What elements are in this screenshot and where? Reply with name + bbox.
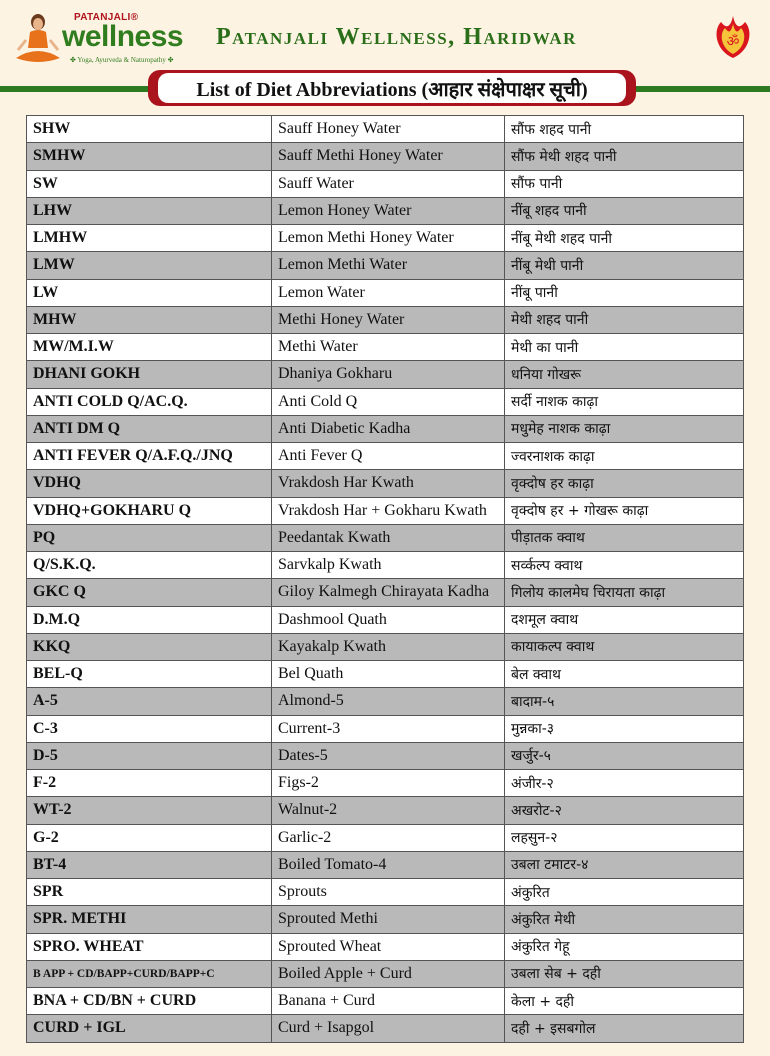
table-row bbox=[27, 688, 744, 715]
table-row bbox=[27, 470, 744, 497]
hindi-name-cell: उबला टमाटर-४ bbox=[505, 851, 744, 878]
table-row bbox=[27, 279, 744, 306]
table-row bbox=[27, 361, 744, 388]
table-row bbox=[27, 388, 744, 415]
table-row bbox=[27, 960, 744, 987]
hindi-name-cell: अंकुरित मेथी bbox=[505, 906, 744, 933]
english-name-cell: Anti Diabetic Kadha bbox=[272, 415, 505, 442]
hindi-name-cell: नींबू शहद पानी bbox=[505, 197, 744, 224]
banner-title: List of Diet Abbreviations (आहार संक्षेपाक्षर सूची) bbox=[196, 78, 588, 101]
table-row bbox=[27, 742, 744, 769]
hindi-name-cell: बादाम-५ bbox=[505, 688, 744, 715]
table-row bbox=[27, 306, 744, 333]
table-row bbox=[27, 1015, 744, 1042]
english-name-cell: Lemon Honey Water bbox=[272, 197, 505, 224]
hindi-name-cell: अंकुरित गेहू bbox=[505, 933, 744, 960]
english-name-cell: Current-3 bbox=[272, 715, 505, 742]
english-name-cell: Vrakdosh Har + Gokharu Kwath bbox=[272, 497, 505, 524]
abbreviation-cell: G-2 bbox=[27, 824, 272, 851]
hindi-name-cell: सर्व्कल्प क्वाथ bbox=[505, 552, 744, 579]
english-name-cell: Sarvkalp Kwath bbox=[272, 552, 505, 579]
english-name-cell: Walnut-2 bbox=[272, 797, 505, 824]
table-row bbox=[27, 906, 744, 933]
abbreviation-cell: LMHW bbox=[27, 225, 272, 252]
diet-abbreviation-table bbox=[26, 115, 744, 1043]
table-row bbox=[27, 170, 744, 197]
hindi-name-cell: गिलोय कालमेघ चिरायता काढ़ा bbox=[505, 579, 744, 606]
english-name-cell: Sauff Water bbox=[272, 170, 505, 197]
abbreviation-cell: GKC Q bbox=[27, 579, 272, 606]
table-row bbox=[27, 715, 744, 742]
abbreviation-cell: PQ bbox=[27, 524, 272, 551]
page-header bbox=[0, 0, 770, 70]
abbreviation-cell: BT-4 bbox=[27, 851, 272, 878]
table-row bbox=[27, 225, 744, 252]
english-name-cell: Dhaniya Gokharu bbox=[272, 361, 505, 388]
english-name-cell: Bel Quath bbox=[272, 661, 505, 688]
table-row bbox=[27, 252, 744, 279]
table-row bbox=[27, 824, 744, 851]
english-name-cell: Methi Water bbox=[272, 334, 505, 361]
english-name-cell: Banana + Curd bbox=[272, 988, 505, 1015]
table-row bbox=[27, 988, 744, 1015]
english-name-cell: Almond-5 bbox=[272, 688, 505, 715]
hindi-name-cell: नींबू मेथी शहद पानी bbox=[505, 225, 744, 252]
table-row bbox=[27, 851, 744, 878]
abbreviation-cell: D-5 bbox=[27, 742, 272, 769]
hindi-name-cell: सौंफ मेथी शहद पानी bbox=[505, 143, 744, 170]
hindi-name-cell: मेथी शहद पानी bbox=[505, 306, 744, 333]
english-name-cell: Anti Cold Q bbox=[272, 388, 505, 415]
table-row bbox=[27, 933, 744, 960]
english-name-cell: Anti Fever Q bbox=[272, 443, 505, 470]
abbreviation-cell: D.M.Q bbox=[27, 606, 272, 633]
hindi-name-cell: मधुमेह नाशक काढ़ा bbox=[505, 415, 744, 442]
english-name-cell: Boiled Apple + Curd bbox=[272, 960, 505, 987]
yogi-meditation-icon bbox=[12, 10, 64, 66]
abbreviation-cell: VDHQ+GOKHARU Q bbox=[27, 497, 272, 524]
english-name-cell: Sprouted Methi bbox=[272, 906, 505, 933]
abbreviation-cell: A-5 bbox=[27, 688, 272, 715]
english-name-cell: Sprouts bbox=[272, 879, 505, 906]
abbreviation-cell: SMHW bbox=[27, 143, 272, 170]
table-row bbox=[27, 524, 744, 551]
hindi-name-cell: मेथी का पानी bbox=[505, 334, 744, 361]
english-name-cell: Garlic-2 bbox=[272, 824, 505, 851]
om-leaf-emblem-icon bbox=[707, 10, 759, 62]
abbreviation-cell: C-3 bbox=[27, 715, 272, 742]
english-name-cell: Lemon Methi Honey Water bbox=[272, 225, 505, 252]
english-name-cell: Kayakalp Kwath bbox=[272, 633, 505, 660]
abbreviation-cell: CURD + IGL bbox=[27, 1015, 272, 1042]
english-name-cell: Methi Honey Water bbox=[272, 306, 505, 333]
table-row bbox=[27, 606, 744, 633]
table-row bbox=[27, 143, 744, 170]
table-row bbox=[27, 879, 744, 906]
english-name-cell: Sauff Methi Honey Water bbox=[272, 143, 505, 170]
table-row bbox=[27, 552, 744, 579]
hindi-name-cell: ज्वरनाशक काढ़ा bbox=[505, 443, 744, 470]
hindi-name-cell: दशमूल क्वाथ bbox=[505, 606, 744, 633]
abbreviation-cell: BNA + CD/BN + CURD bbox=[27, 988, 272, 1015]
hindi-name-cell: अखरोट-२ bbox=[505, 797, 744, 824]
hindi-name-cell: अंजीर-२ bbox=[505, 770, 744, 797]
hindi-name-cell: वृक्दोष हर काढ़ा bbox=[505, 470, 744, 497]
abbreviation-cell: SW bbox=[27, 170, 272, 197]
abbreviation-cell: Q/S.K.Q. bbox=[27, 552, 272, 579]
svg-text:ॐ: ॐ bbox=[726, 34, 740, 50]
abbreviation-cell: ANTI COLD Q/AC.Q. bbox=[27, 388, 272, 415]
hindi-name-cell: धनिया गोखरू bbox=[505, 361, 744, 388]
abbreviation-cell: SPRO. WHEAT bbox=[27, 933, 272, 960]
table-row bbox=[27, 415, 744, 442]
hindi-name-cell: नींबू मेथी पानी bbox=[505, 252, 744, 279]
abbreviation-cell: F-2 bbox=[27, 770, 272, 797]
brand-registered-name: PATANJALI® bbox=[74, 12, 139, 23]
abbreviation-cell: BEL-Q bbox=[27, 661, 272, 688]
abbreviation-cell: KKQ bbox=[27, 633, 272, 660]
english-name-cell: Lemon Water bbox=[272, 279, 505, 306]
english-name-cell: Giloy Kalmegh Chirayata Kadha bbox=[272, 579, 505, 606]
english-name-cell: Peedantak Kwath bbox=[272, 524, 505, 551]
table-row bbox=[27, 633, 744, 660]
page-title: Patanjali Wellness, Haridwar bbox=[216, 24, 577, 50]
table-row bbox=[27, 116, 744, 143]
table-row bbox=[27, 443, 744, 470]
english-name-cell: Sauff Honey Water bbox=[272, 116, 505, 143]
abbreviation-cell: B APP + CD/BAPP+CURD/BAPP+C bbox=[27, 960, 272, 987]
hindi-name-cell: अंकुरित bbox=[505, 879, 744, 906]
abbreviation-cell: VDHQ bbox=[27, 470, 272, 497]
english-name-cell: Boiled Tomato-4 bbox=[272, 851, 505, 878]
english-name-cell: Dashmool Quath bbox=[272, 606, 505, 633]
table-row bbox=[27, 334, 744, 361]
english-name-cell: Lemon Methi Water bbox=[272, 252, 505, 279]
abbreviation-cell: LW bbox=[27, 279, 272, 306]
abbreviation-cell: SHW bbox=[27, 116, 272, 143]
hindi-name-cell: मुन्नका-३ bbox=[505, 715, 744, 742]
hindi-name-cell: नींबू पानी bbox=[505, 279, 744, 306]
english-name-cell: Curd + Isapgol bbox=[272, 1015, 505, 1042]
hindi-name-cell: सौंफ पानी bbox=[505, 170, 744, 197]
brand-tagline: ✤ Yoga, Ayurveda & Naturopathy ✤ bbox=[70, 56, 174, 64]
hindi-name-cell: सर्दी नाशक काढ़ा bbox=[505, 388, 744, 415]
hindi-name-cell: सौंफ शहद पानी bbox=[505, 116, 744, 143]
hindi-name-cell: दही + इसबगोल bbox=[505, 1015, 744, 1042]
patanjali-wellness-logo bbox=[12, 8, 182, 66]
table-row bbox=[27, 497, 744, 524]
hindi-name-cell: केला + दही bbox=[505, 988, 744, 1015]
table-row bbox=[27, 770, 744, 797]
table-row bbox=[27, 797, 744, 824]
brand-wordmark: wellness bbox=[62, 20, 184, 53]
abbreviation-cell: DHANI GOKH bbox=[27, 361, 272, 388]
hindi-name-cell: बेल क्वाथ bbox=[505, 661, 744, 688]
hindi-name-cell: उबला सेब + दही bbox=[505, 960, 744, 987]
abbreviation-cell: ANTI DM Q bbox=[27, 415, 272, 442]
abbreviation-cell: SPR bbox=[27, 879, 272, 906]
abbreviation-cell: ANTI FEVER Q/A.F.Q./JNQ bbox=[27, 443, 272, 470]
hindi-name-cell: कायाकल्प क्वाथ bbox=[505, 633, 744, 660]
english-name-cell: Vrakdosh Har Kwath bbox=[272, 470, 505, 497]
table-row bbox=[27, 661, 744, 688]
abbreviation-cell: LHW bbox=[27, 197, 272, 224]
abbreviation-cell: MW/M.I.W bbox=[27, 334, 272, 361]
hindi-name-cell: लहसुन-२ bbox=[505, 824, 744, 851]
abbreviation-cell: WT-2 bbox=[27, 797, 272, 824]
english-name-cell: Sprouted Wheat bbox=[272, 933, 505, 960]
table-row bbox=[27, 197, 744, 224]
abbreviation-cell: SPR. METHI bbox=[27, 906, 272, 933]
abbreviation-cell: LMW bbox=[27, 252, 272, 279]
table-row bbox=[27, 579, 744, 606]
english-name-cell: Figs-2 bbox=[272, 770, 505, 797]
english-name-cell: Dates-5 bbox=[272, 742, 505, 769]
abbreviation-cell: MHW bbox=[27, 306, 272, 333]
hindi-name-cell: वृक्दोष हर + गोखरू काढ़ा bbox=[505, 497, 744, 524]
banner bbox=[158, 73, 626, 103]
hindi-name-cell: पीड़ातक क्वाथ bbox=[505, 524, 744, 551]
hindi-name-cell: खर्जुर-५ bbox=[505, 742, 744, 769]
